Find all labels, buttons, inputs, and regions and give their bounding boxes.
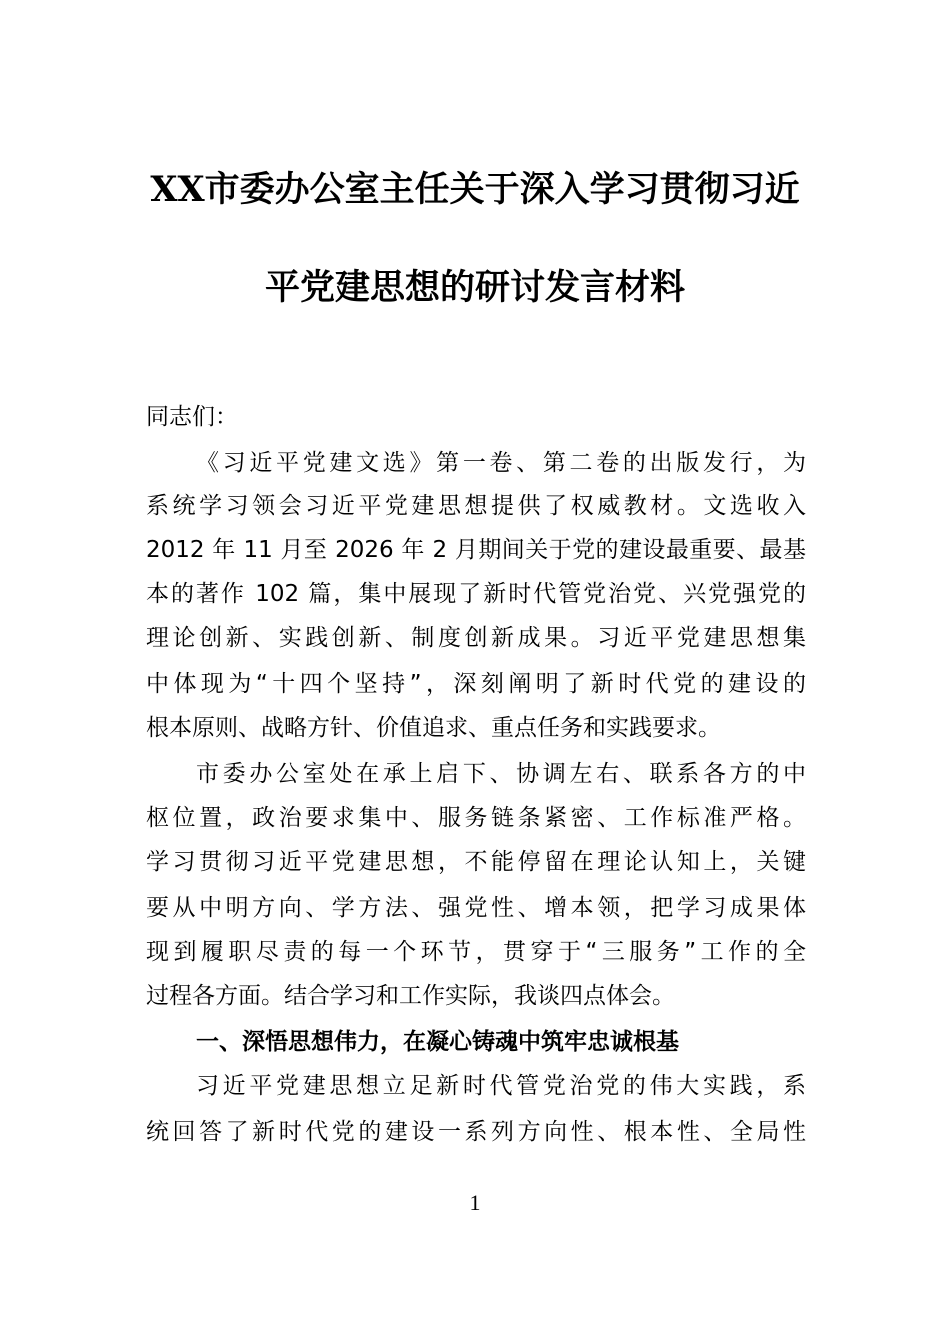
paragraph-1-line: 根本原则、战略方针、价值追求、重点任务和实践要求。	[146, 715, 721, 741]
paragraph-1-line: 系统学习领会习近平党建思想提供了权威教材。文选收入	[146, 493, 806, 519]
document-title-line-1: XX市委办公室主任关于深入学习贯彻习近	[150, 169, 800, 210]
paragraph-2-line: 现到履职尽责的每一个环节，贯穿于“三服务”工作的全	[146, 939, 806, 965]
paragraph-1-line: 理论创新、实践创新、制度创新成果。习近平党建思想集	[146, 625, 806, 651]
paragraph-2-line: 过程各方面。结合学习和工作实际，我谈四点体会。	[146, 983, 675, 1009]
section-paragraph-line: 习近平党建思想立足新时代管党治党的伟大实践，系	[196, 1073, 806, 1099]
paragraph-1-line: 《习近平党建文选》第一卷、第二卷的出版发行，为	[196, 450, 806, 476]
paragraph-1-line: 本的著作 102 篇，集中展现了新时代管党治党、兴党强党的	[146, 581, 806, 607]
greeting: 同志们：	[146, 404, 238, 430]
paragraph-2-line: 要从中明方向、学方法、强党性、增本领，把学习成果体	[146, 895, 806, 921]
paragraph-2-line: 市委办公室处在承上启下、协调左右、联系各方的中	[196, 761, 806, 787]
document-title-line-2: 平党建思想的研讨发言材料	[264, 267, 685, 308]
page-number: 1	[469, 1190, 481, 1215]
paragraph-2-line: 学习贯彻习近平党建思想，不能停留在理论认知上，关键	[146, 849, 806, 875]
section-paragraph-line: 统回答了新时代党的建设一系列方向性、根本性、全局性	[146, 1119, 806, 1145]
paragraph-1-line: 2012 年 11 月至 2026 年 2 月期间关于党的建设最重要、最基	[146, 537, 806, 563]
paragraph-1-line: 中体现为“十四个坚持”，深刻阐明了新时代党的建设的	[146, 671, 806, 697]
section-heading: 一、深悟思想伟力，在凝心铸魂中筑牢忠诚根基	[196, 1029, 679, 1055]
paragraph-2-line: 枢位置，政治要求集中、服务链条紧密、工作标准严格。	[146, 805, 806, 831]
